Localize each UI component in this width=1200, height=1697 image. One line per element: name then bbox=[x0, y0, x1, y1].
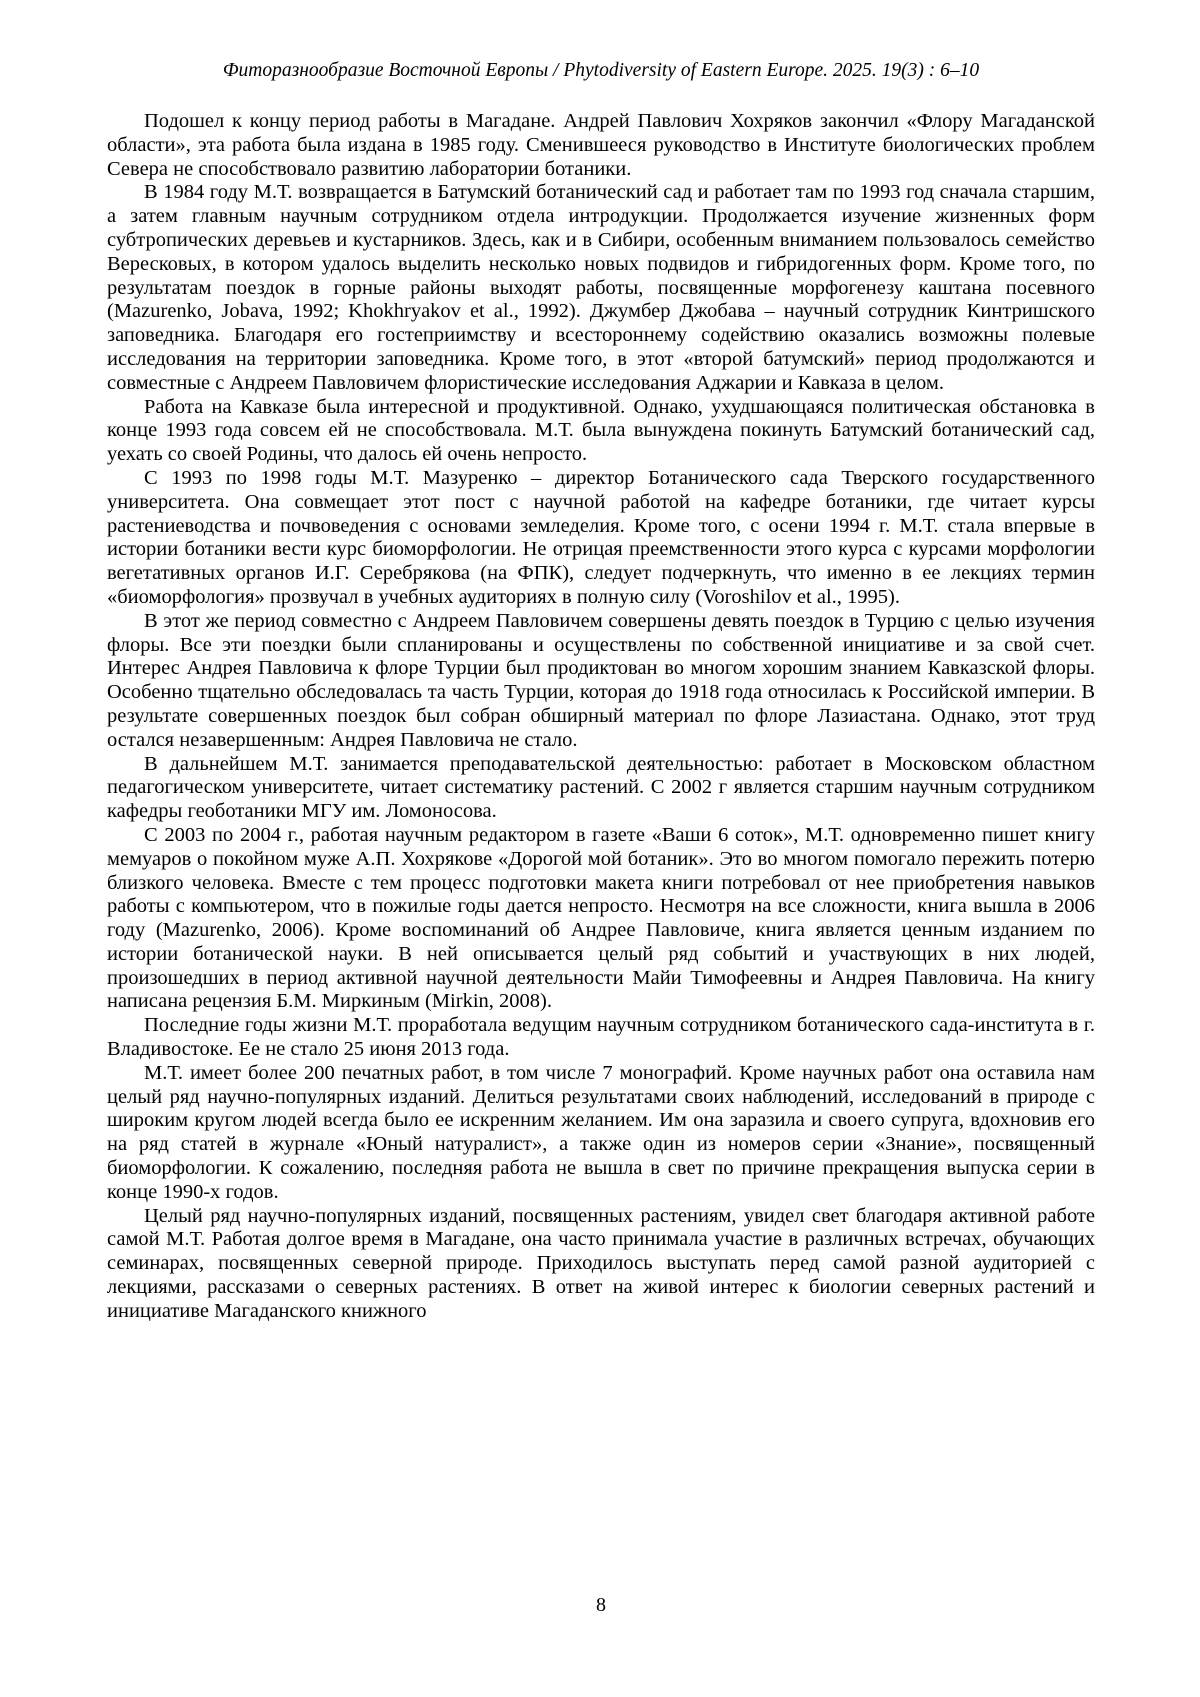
paragraph: В дальнейшем М.Т. занимается преподавательской деятельностью: работает в Московском областном педагогическом университете, читает систематику растений. С 2002 г является старшим научным сотрудником кафедры геоботаники МГУ им. Ломоносова. bbox=[107, 752, 1095, 823]
paragraph: М.Т. имеет более 200 печатных работ, в том числе 7 монографий. Кроме научных работ она оставила нам целый ряд научно-популярных изданий. Делиться результатами своих наблюдений, исследований в природе с широким кругом людей всегда было ее искренним желанием. Им она заразила и своего супруга, вдохновив его на ряд статей в журнале «Юный натуралист», а также один из номеров серии «Знание», посвященный биоморфологии. К сожалению, последняя работа не вышла в свет по причине прекращения выпуска серии в конце 1990-х годов. bbox=[107, 1061, 1095, 1203]
paragraph: В 1984 году М.Т. возвращается в Батумский ботанический сад и работает там по 1993 год сначала старшим, а затем главным научным сотрудником отдела интродукции. Продолжается изучение жизненных форм субтропических деревьев и кустарников. Здесь, как и в Сибири, особенным вниманием пользовалось семейство Вересковых, в котором удалось выделить несколько новых подвидов и гибридогенных форм. Кроме того, по результатам поездок в горные районы выходят работы, посвященные морфогенезу каштана посевного (Mazurenko, Jobava, 1992; Khokhryakov et al., 1992). Джумбер Джобава – научный сотрудник Кинтришского заповедника. Благодаря его гостеприимству и всестороннему содействию оказались возможны полевые исследования на территории заповедника. Кроме того, в этот «второй батумский» период продолжаются и совместные с Андреем Павловичем флористические исследования Аджарии и Кавказа в целом. bbox=[107, 181, 1095, 394]
paragraph: С 1993 по 1998 годы М.Т. Мазуренко – директор Ботанического сада Тверского государственного университета. Она совмещает этот пост с научной работой на кафедре ботаники, где читает курсы растениеводства и почвоведения с основами земледелия. Кроме того, с осени 1994 г. М.Т. стала впервые в истории ботаники вести курс биоморфологии. Не отрицая преемственности этого курса с курсами морфологии вегетативных органов И.Г. Серебрякова (на ФПК), следует подчеркнуть, что именно в ее лекциях термин «биоморфология» прозвучал в учебных аудиториях в полную силу (Voroshilov et al., 1995). bbox=[107, 466, 1095, 608]
paragraph: Подошел к концу период работы в Магадане. Андрей Павлович Хохряков закончил «Флору Магаданской области», эта работа была издана в 1985 году. Сменившееся руководство в Институте биологических проблем Севера не способствовало развитию лаборатории ботаники. bbox=[107, 110, 1095, 180]
document-body bbox=[107, 110, 1095, 1324]
paragraph: Последние годы жизни М.Т. проработала ведущим научным сотрудником ботанического сада-института в г. Владивостоке. Ее не стало 25 июня 2013 года. bbox=[107, 1014, 1095, 1061]
journal-running-header: Фиторазнообразие Восточной Европы / Phytodiversity of Eastern Europe. 2025. 19(3) : 6–10 bbox=[222, 60, 980, 81]
paragraph: Работа на Кавказе была интересной и продуктивной. Однако, ухудшающаяся политическая обстановка в конце 1993 года совсем ей не способствовала. М.Т. была вынуждена покинуть Батумский ботанический сад, уехать со своей Родины, что далось ей очень непросто. bbox=[107, 395, 1095, 466]
paragraph: С 2003 по 2004 г., работая научным редактором в газете «Ваши 6 соток», М.Т. одновременно пишет книгу мемуаров о покойном муже А.П. Хохрякове «Дорогой мой ботаник». Это во многом помогало пережить потерю близкого человека. Вместе с тем процесс подготовки макета книги потребовал от нее приобретения навыков работы с компьютером, что в пожилые годы дается непросто. Несмотря на все сложности, книга вышла в 2006 году (Mazurenko, 2006). Кроме воспоминаний об Андрее Павловиче, книга является ценным изданием по истории ботанической науки. В ней описывается целый ряд событий и участвующих в них людей, произошедших в период активной научной деятельности Майи Тимофеевны и Андрея Павловича. На книгу написана рецензия Б.М. Миркиным (Mirkin, 2008). bbox=[107, 823, 1095, 1013]
paragraph: В этот же период совместно с Андреем Павловичем совершены девять поездок в Турцию с целью изучения флоры. Все эти поездки были спланированы и осуществлены по собственной инициативе и за свой счет. Интерес Андрея Павловича к флоре Турции был продиктован во многом хорошим знанием Кавказской флоры. Особенно тщательно обследовалась та часть Турции, которая до 1918 года относилась к Российской империи. В результате совершенных поездок был собран обширный материал по флоре Лазиастана. Однако, этот труд остался незавершенным: Андрея Павловича не стало. bbox=[107, 609, 1095, 751]
paragraph: Целый ряд научно-популярных изданий, посвященных растениям, увидел свет благодаря активной работе самой М.Т. Работая долгое время в Магадане, она часто принимала участие в различных встречах, обучающих семинарах, посвященных северной природе. Приходилось выступать перед самой разной аудиторией с лекциями, рассказами о северных растениях. В ответ на живой интерес к биологии северных растений и инициативе Магаданского книжного bbox=[107, 1204, 1095, 1322]
page-number: 8 bbox=[596, 1594, 606, 1616]
